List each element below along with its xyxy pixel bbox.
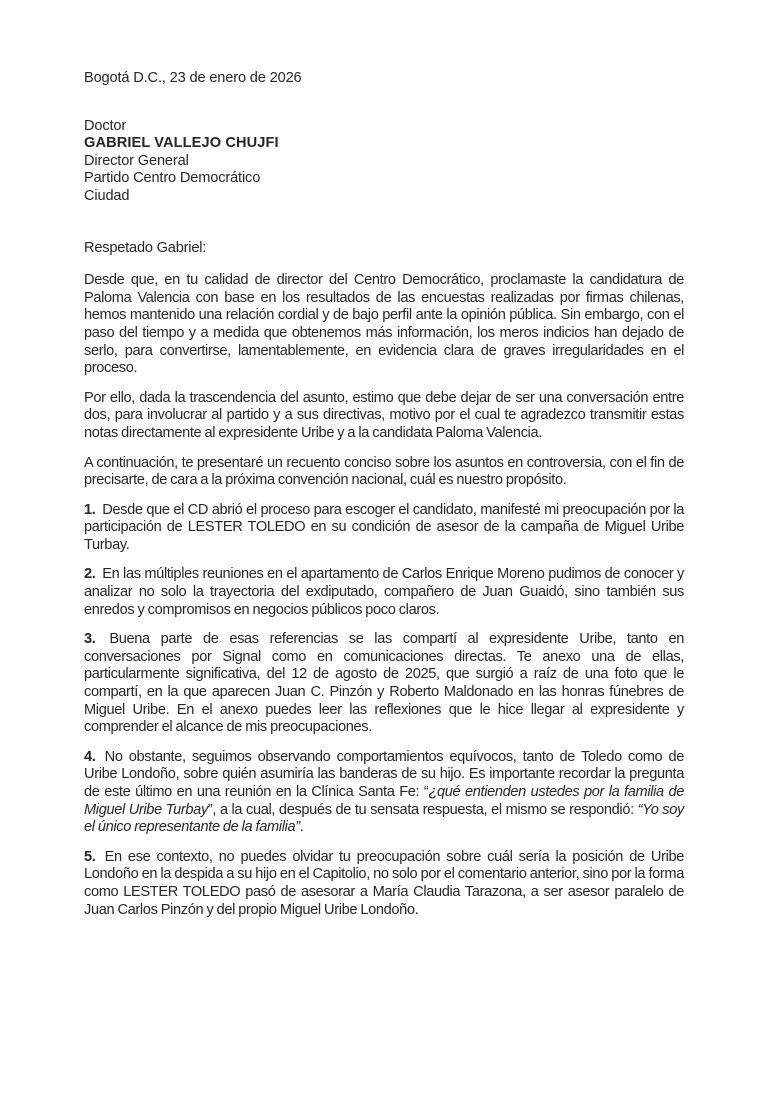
- point-5: [84, 849, 684, 919]
- addressee-block: [84, 118, 684, 206]
- quoted-answer: “Yo soy el único representante de la familia”: [84, 801, 684, 836]
- point-number: 5.: [84, 848, 96, 865]
- intro-paragraph-3: A continuación, te presentaré un recuento conciso sobre los asuntos en controversia, con el fin de precisarte, de cara a la próxima convención nacional, cuál es nuestro propósito.: [84, 454, 684, 489]
- salutation: Respetado Gabriel:: [84, 239, 207, 256]
- point-number: 2.: [84, 566, 96, 583]
- point-text-end: .: [299, 819, 304, 836]
- addressee-title: Doctor: [84, 117, 127, 134]
- point-number: 1.: [84, 501, 96, 518]
- point-text: En las múltiples reuniones en el apartamento de Carlos Enrique Moreno pudimos de conocer y analizar no solo la trayectoria del exdiputado, compañero de Juan Guaidó, sino también sus enredos y compromisos en negocios públicos poco claros.: [84, 566, 684, 618]
- point-number: 3.: [84, 631, 96, 648]
- addressee-city: Ciudad: [84, 187, 130, 204]
- point-2: [84, 566, 684, 619]
- letter-date: Bogotá D.C., 23 de enero de 2026: [84, 70, 302, 86]
- point-text: Desde que el CD abrió el proceso para escoger el candidato, manifesté mi preocupación por la participación de LESTER TOLEDO en su condición de asesor de la campaña de Miguel Uribe Turbay.: [84, 501, 684, 553]
- point-4: [84, 749, 684, 837]
- point-text: En ese contexto, no puedes olvidar tu preocupación sobre cuál sería la posición de Uribe Londoño en la despida a su hijo en el Capitolio, no solo por el comentario anterior, sino por la forma como LESTER TOLEDO pasó de asesorar a María Claudia Tarazona, a ser asesor paralelo de Juan Carlos Pinzón y del propio Miguel Uribe Londoño.: [84, 848, 684, 918]
- point-text: Buena parte de esas referencias se las compartí al expresidente Uribe, tanto en conversaciones por Signal como en comunicaciones directas. Te anexo una de ellas, particularmente significativa, del 12 de agosto de 2025, que surgió a raíz de una foto que le compartí, en la que aparecen Juan C. Pinzón y Roberto Maldonado en las honras fúnebres de Miguel Uribe. En el anexo puedes leer las reflexiones que le hice llegar al expresidente y comprender el alcance de mis preocupaciones.: [84, 631, 684, 736]
- addressee-name: GABRIEL VALLEJO CHUJFI: [84, 135, 279, 152]
- letter-body: [84, 70, 684, 931]
- point-text: No obstante, seguimos observando comportamientos equívocos, tanto de Toledo como de Uribe Londoño, sobre quién asumiría las banderas de su hijo. Es importante recordar la pregunta de este último en una reunión en la Clínica Santa Fe: “: [84, 748, 684, 800]
- point-number: 4.: [84, 748, 96, 765]
- intro-paragraph-2: Por ello, dada la trascendencia del asunto, estimo que debe dejar de ser una conversación entre dos, para involucrar al partido y a sus directivas, motivo por el cual te agradezco transmitir estas notas directamente al expresidente Uribe y a la candidata Paloma Valencia.: [84, 389, 684, 441]
- intro-paragraph-1: Desde que, en tu calidad de director del Centro Democrático, proclamaste la candidatura de Paloma Valencia con base en los resultados de las encuestas realizadas por firmas chilenas, hemos mantenido una relación cordial y de bajo perfil ante la opinión pública. Sin embargo, con el paso del tiempo y a medida que obtenemos más información, los meros indicios han dejado de serlo, para convertirse, lamentablemente, en evidencia clara de graves irregularidades en el proceso.: [84, 272, 684, 377]
- point-text-middle: ”, a la cual, después de tu sensata respuesta, el mismo se respondió:: [207, 801, 638, 818]
- quoted-question: ¿qué entienden ustedes por la familia de Miguel Uribe Turbay: [84, 784, 684, 818]
- point-3: [84, 631, 684, 737]
- addressee-position: Director General: [84, 152, 189, 169]
- point-1: [84, 502, 684, 555]
- addressee-organization: Partido Centro Democrático: [84, 170, 261, 187]
